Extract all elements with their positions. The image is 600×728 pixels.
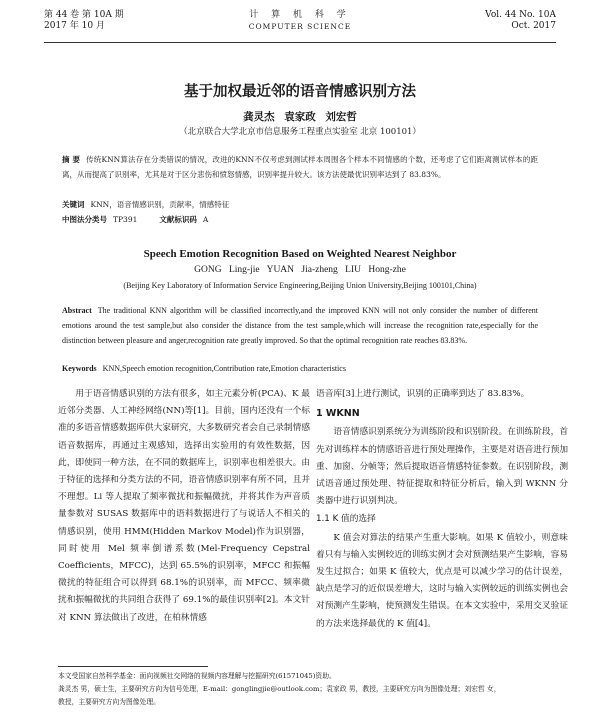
volume-issue-zh: 第 44 卷 第 10A 期: [44, 10, 124, 20]
footnote: [58, 670, 556, 709]
body-paragraph-continued: 语音库[3]上进行测试，识别的正确率到达了 83.83%。: [316, 389, 530, 399]
footnote-bio: 龚灵杰 男，硕士生，主要研究方向为信号处理，E-mail：gonglingjie@outlook.com；袁家政 男，教授，主要研究方向为图像处理；刘宏哲 女，: [58, 685, 501, 693]
paper-title: 基于加权最近邻的语音情感识别方法: [184, 84, 416, 100]
keywords-en-text: KNN,Speech emotion recognition,Contribution rate,Emotion characteristics: [102, 364, 346, 373]
body-paragraph: K 值会对算法的结果产生重大影响。如果 K 值较小，则意味着只有与输入实例较近的训练实例才会对预测结果产生影响，容易发生过拟合；如果 K 值较大，优点是可以减少学习的估计误差，缺点是学习的近似误差增大，这时与输入实例较远的训练实例也会对预测产生影响，使预测发生错误。在本文实验中，采用交叉验证的方法来选择最优的 K 值[4]。: [316, 532, 568, 629]
running-header: [44, 10, 556, 40]
authors: 龚灵杰 袁家政 刘宏哲: [243, 111, 357, 123]
abstract-zh-label: 摘 要: [62, 155, 81, 164]
meta-zh: [62, 197, 538, 227]
footnote-bio-cont: 教授，主要研究方向为图像处理。: [58, 698, 160, 706]
body-column-left: [58, 386, 310, 627]
clc-value: TP391: [113, 215, 138, 224]
affiliation-en: (Beijing Key Laboratory of Information Service Engineering,Beijing Union University,Beijing 100101,China): [123, 281, 477, 290]
body-column-right: [316, 386, 568, 633]
keywords-en-label: Keywords: [62, 364, 97, 373]
keywords-zh: [62, 197, 538, 212]
subsection-heading: 1.1 K 值的选择: [316, 514, 376, 525]
date-zh: 2017 年 10 月: [44, 21, 105, 31]
footnote-fund: 本文受国家自然科学基金：面向视频社交网络的视频内容理解与挖掘研究(61571045)资助。: [58, 672, 336, 680]
abstract-zh: [62, 152, 538, 182]
authors-en: GONG Ling-jie YUAN Jia-zheng LIU Hong-zhe: [194, 265, 406, 275]
header-center: [44, 10, 556, 32]
keywords-zh-text: KNN，语音情感识别，贡献率，情感特征: [90, 200, 230, 209]
footnote-rule: [58, 666, 208, 667]
date-en: Oct. 2017: [511, 21, 556, 31]
doc-code-label: 文献标识码: [159, 215, 197, 224]
abstract-en: [62, 303, 538, 348]
keywords-zh-label: 关键词: [62, 200, 85, 209]
abstract-en-label: Abstract: [62, 306, 92, 315]
header-rule: [44, 42, 556, 43]
doc-code-value: A: [202, 215, 209, 224]
header-right: [485, 10, 556, 32]
classification-row: [62, 212, 538, 227]
journal-name-en: COMPUTER SCIENCE: [248, 22, 352, 31]
keywords-en: [62, 362, 538, 375]
paper-title-en: Speech Emotion Recognition Based on Weighted Nearest Neighbor: [143, 248, 457, 260]
section-heading: 1 WKNN: [316, 408, 360, 420]
body-paragraph: 用于语音情感识别的方法有很多，如主元素分析(PCA)、K 最近邻分类器、人工神经网络(NN)等[1]。目前，国内还没有一个标准的多语音情感数据库供大家研究，大多数研究者会自己录制情感语音数据库，再通过主观感知，选择出实验用的有效性数据，因此，即使同一种方法，在不同的数据库上，识别率也相差很大。由于特征的选择和分类方法的不同，语音情感识别率有所不同，且并不理想。Li 等人提取了频率微扰和振幅微扰，并将其作为声音质量参数对 SUSAS 数据库中的语料数据进行了与说话人不相关的情感识别，使用 HMM(Hidden Markov Model)作为识别器，同时使用 Mel 频率倒谱系数(Mel-Frequency Cepstral Coefficients，MFCC)，达到 65.5%的识别率，MFCC 和振幅微扰的特征组合可以得到 68.1%的识别率，而 MFCC、频率微扰和振幅微扰的共同组合获得了 69.1%的最佳识别率[2]。本文针对 KNN 算法做出了改进，在柏林情感: [58, 389, 310, 623]
affiliation: （北京联合大学北京市信息服务工程重点实验室 北京 100101）: [179, 127, 421, 137]
abstract-en-text: The traditional KNN algorithm will be classified incorrectly,and the improved KNN will not only consider the number of different emotions around the test sample,but also consider the distance from the test sample,which will increase the recognition rate,especially for the distinction between pleasure and anger,recognition rate greatly improved. So that the optimal recognition rate reaches 83.83%.: [62, 306, 538, 345]
journal-name-zh: 计 算 机 科 学: [249, 10, 351, 20]
body-paragraph: 语音情感识别系统分为训练阶段和识别阶段。在训练阶段，首先对训练样本的情感语音进行预处理操作，主要是对语音进行预加重、加窗、分帧等；然后提取语音情感特征参数。在识别阶段，测试语音通过预处理、特征提取和特征分析后，输入到 WKNN 分类器中进行识别判决。: [316, 427, 568, 507]
volume-issue-en: Vol. 44 No. 10A: [485, 10, 556, 20]
abstract-zh-text: 传统KNN算法存在分类错误的情况，改进的KNN不仅考虑到测试样本周围各个样本不同情感的个数，还考虑了它们距离测试样本的距离，从而提高了识别率，尤其是对于区分悲伤和愤怒情感，识别率提升较大。该方法使最优识别率达到了 83.83%。: [62, 155, 538, 179]
clc-label: 中图法分类号: [62, 215, 107, 224]
